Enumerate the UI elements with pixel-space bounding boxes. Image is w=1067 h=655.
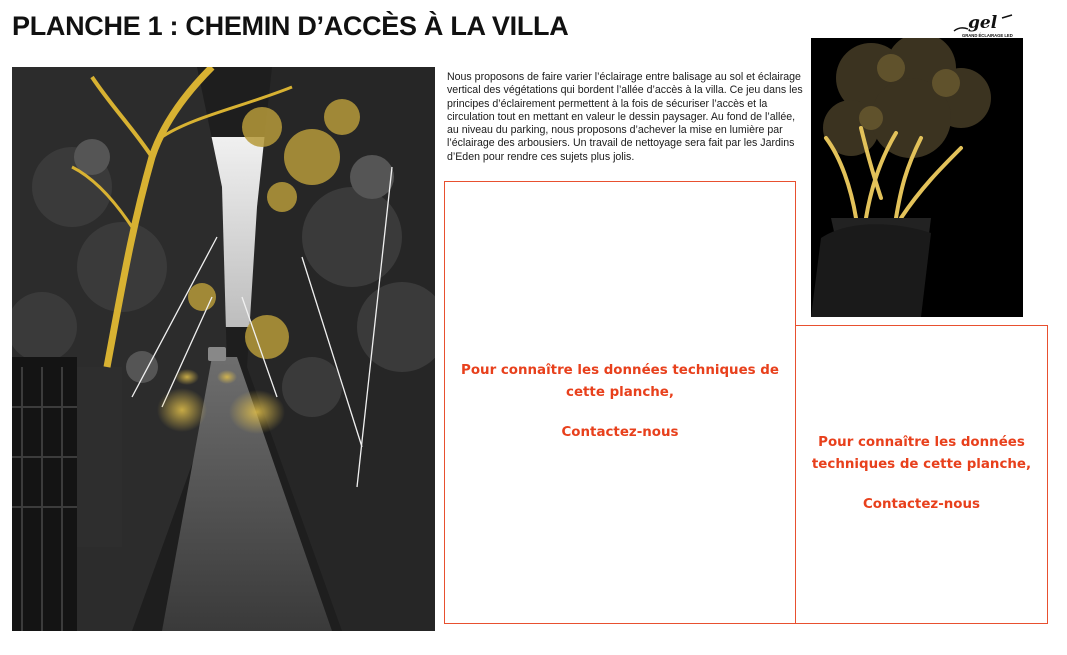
arbutus-night-photo bbox=[811, 38, 1023, 317]
contact-box-small[interactable] bbox=[795, 325, 1048, 624]
technical-data-message: Pour connaître les données techniques de cette planche, bbox=[811, 435, 1032, 472]
svg-text:gel: gel bbox=[968, 13, 998, 33]
technical-data-message: Pour connaître les données techniques de cette planche, bbox=[461, 363, 779, 400]
alley-photo bbox=[12, 67, 435, 631]
contact-link[interactable]: Contactez-nous bbox=[561, 425, 679, 440]
page-title: PLANCHE 1 : CHEMIN D’ACCÈS À LA VILLA bbox=[12, 11, 569, 41]
svg-text:GRAND ÉCLAIRAGE LED: GRAND ÉCLAIRAGE LED bbox=[962, 33, 1013, 38]
brand-logo bbox=[948, 10, 1026, 40]
intro-paragraph: Nous proposons de faire varier l’éclairage entre balisage au sol et éclairage vertical des végétations qui bordent l’allée d’accès à la villa. Ce jeu dans les principes d’éclairement permettent à la fois de sécuriser l’accès et la circulation tout en mettant en valeur le dessin paysager. Au fond de l’allée, au niveau du parking, nous proposons d’achever la mise en lumière par l’éclairage des arbousiers. Un travail de nettoyage sera fait par les Jardins d’Eden pour rendre ces sujets plus jolis. bbox=[447, 71, 803, 163]
contact-link[interactable]: Contactez-nous bbox=[862, 497, 980, 512]
contact-box-large[interactable] bbox=[444, 181, 796, 624]
